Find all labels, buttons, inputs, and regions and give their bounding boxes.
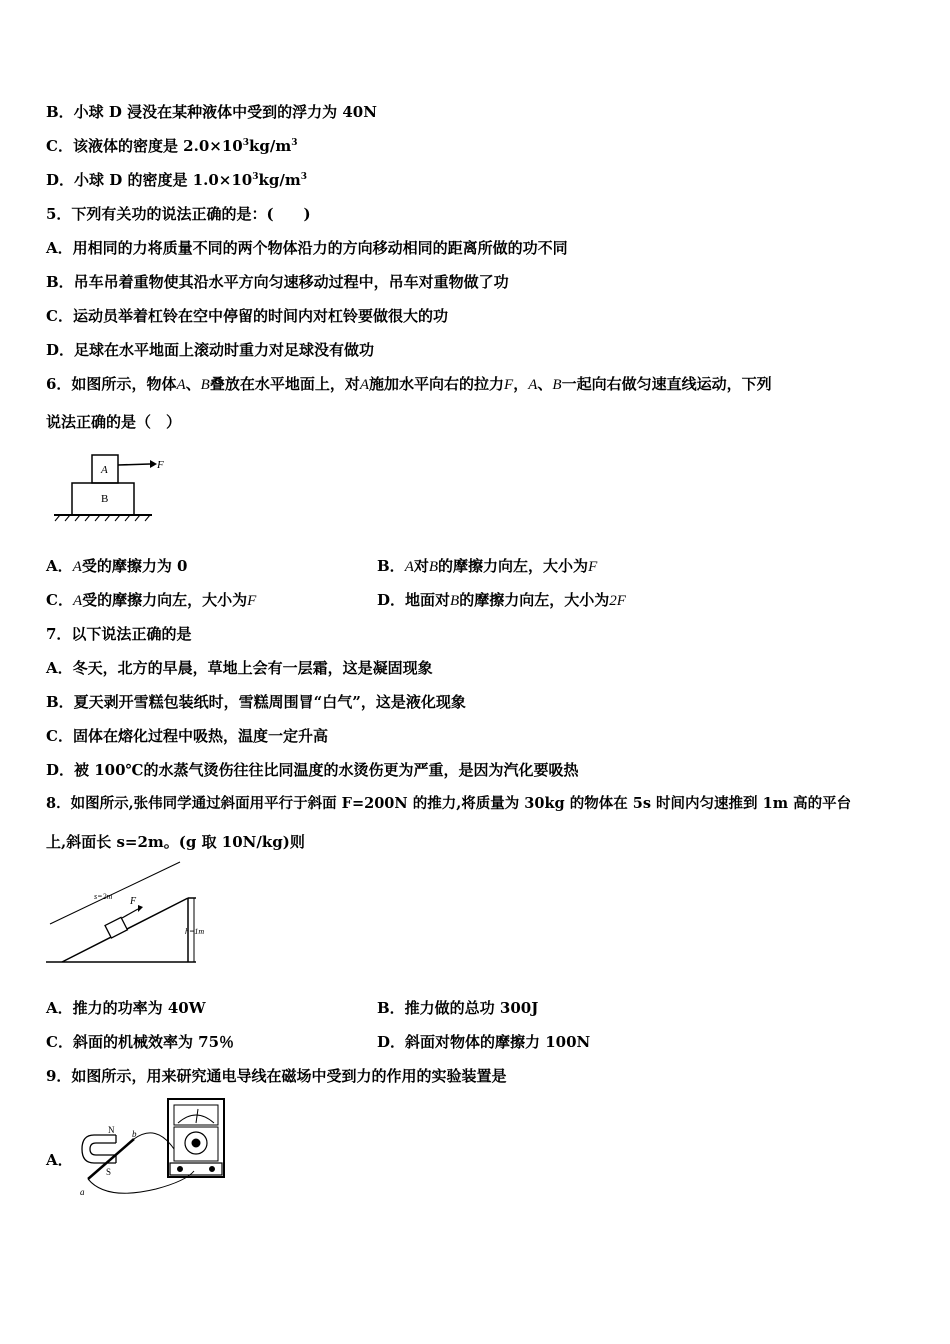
- q5-option-c: C．运动员举着杠铃在空中停留的时间内对杠铃要做很大的功: [46, 307, 448, 325]
- q5-option-a: A．用相同的力将质量不同的两个物体沿力的方向移动相同的距离所做的功不同: [46, 239, 568, 257]
- q6-option-b: B．A对B的摩擦力向左，大小为F: [377, 557, 598, 575]
- q8-stem-line2: 上,斜面长 s=2m。(g 取 10N/kg)则: [46, 833, 305, 851]
- q8-stem: 8．如图所示,张伟同学通过斜面用平行于斜面 F=200N 的推力,将质量为 30kg 的物体在 5s 时间内匀速推到 1m 高的平台: [46, 795, 852, 812]
- length-dimension-line: [50, 862, 180, 924]
- wire-bottom: [88, 1171, 194, 1193]
- q7-option-d: D．被 100℃的水蒸气烫伤往往比同温度的水烫伤更为严重，是因为汽化要吸热: [46, 761, 579, 779]
- box-on-incline: [105, 917, 127, 938]
- q6-stacked-blocks-figure: [52, 450, 162, 525]
- q4-option-c: C．该液体的密度是 $2.0\times 10^3kg/m^3$: [46, 137, 298, 155]
- q6-stem: 6．如图所示，物体A、B叠放在水平地面上，对A施加水平向右的拉力F，A、B一起向右做匀速直线运动，下列: [46, 375, 772, 393]
- q8-option-b: B．推力做的总功 300J: [377, 999, 539, 1017]
- q6-options-row1: [46, 556, 187, 577]
- magnet-n-label: N: [108, 1125, 115, 1135]
- rod-end-b-label: b: [132, 1129, 137, 1139]
- push-force-arrowhead: [138, 905, 143, 912]
- q5-option-b: B．吊车吊着重物使其沿水平方向匀速移动过程中，吊车对重物做了功: [46, 273, 509, 291]
- q7-option-b: B．夏天剥开雪糕包装纸时，雪糕周围冒“白气”，这是液化现象: [46, 693, 466, 711]
- magnet-s-label: S: [106, 1167, 112, 1177]
- force-arrow: [118, 464, 150, 465]
- force-label: F: [157, 459, 164, 471]
- block-a-label: A: [101, 464, 108, 476]
- block-b-label: B: [101, 493, 109, 505]
- force-label-f: F: [130, 896, 137, 907]
- force-arrowhead: [150, 460, 157, 468]
- q7-option-c: C．固体在熔化过程中吸热，温度一定升高: [46, 727, 328, 745]
- push-force-arrow: [122, 909, 138, 918]
- q8-option-a: A．推力的功率为 40W: [46, 999, 206, 1017]
- q4-option-d: D．小球 D 的密度是 $1.0\times 10^3kg/m^3$: [46, 171, 307, 189]
- q5-option-d: D．足球在水平地面上滚动时重力对足球没有做功: [46, 341, 375, 359]
- rod-end-a-label: a: [80, 1187, 85, 1197]
- q5-stem: 5．下列有关功的说法正确的是：( ): [46, 205, 311, 223]
- q8-incline-figure: [44, 862, 224, 972]
- q6-option-d: D．地面对B的摩擦力向左，大小为2F: [377, 591, 626, 609]
- length-label: s=2m: [94, 892, 113, 901]
- q9-stem: 9．如图所示，用来研究通电导线在磁场中受到力的作用的实验装置是: [46, 1067, 507, 1085]
- q9-option-a: A．: [46, 1151, 73, 1169]
- q9-magnet-galvanometer-figure: [76, 1097, 226, 1201]
- q4-option-b: B．小球 D 浸没在某种液体中受到的浮力为 40N: [46, 103, 377, 121]
- q8-option-d: D．斜面对物体的摩擦力 100N: [377, 1033, 591, 1051]
- galvanometer: [168, 1099, 224, 1177]
- q8-option-c: C．斜面的机械效率为 75％: [46, 1033, 235, 1051]
- q6-option-a: A．A受的摩擦力为 0: [46, 557, 188, 575]
- q6-option-c: C．A受的摩擦力向左，大小为F: [46, 591, 257, 609]
- q6-stem-line2: 说法正确的是（ ）: [46, 413, 182, 431]
- height-label: h=1m: [185, 927, 205, 936]
- q7-stem: 7．以下说法正确的是: [46, 625, 192, 643]
- q7-option-a: A．冬天，北方的早晨，草地上会有一层霜，这是凝固现象: [46, 659, 433, 677]
